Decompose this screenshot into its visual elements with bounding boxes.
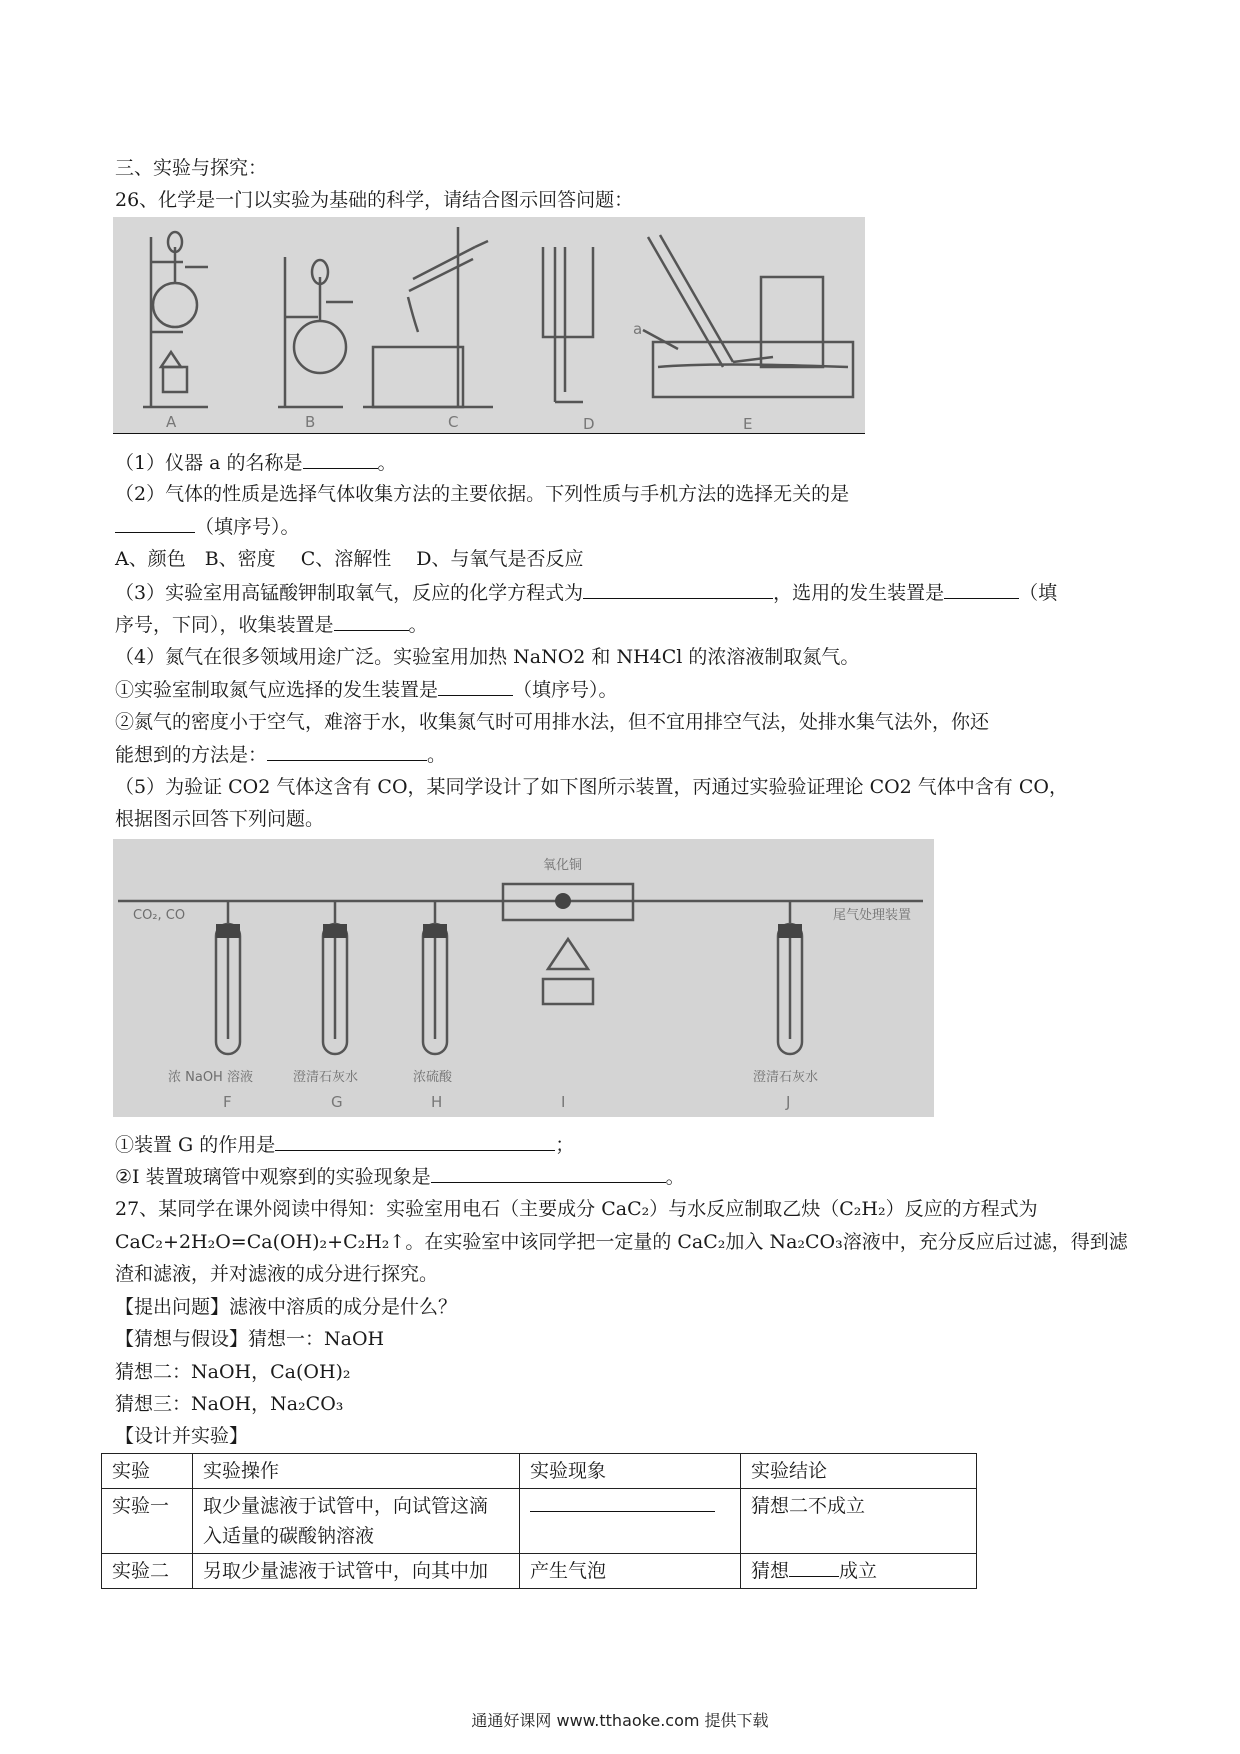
label-E: E <box>743 415 753 433</box>
answer-blank[interactable] <box>583 580 773 599</box>
label-C: C <box>448 413 459 431</box>
answer-blank[interactable] <box>303 450 378 469</box>
answer-blank[interactable] <box>267 742 427 761</box>
inlet-label: CO₂, CO <box>133 908 186 923</box>
answer-blank[interactable] <box>530 1493 715 1512</box>
answer-blank[interactable] <box>438 677 513 696</box>
reagent-G: 澄清石灰水 <box>293 1070 359 1085</box>
table-header: 实验操作 <box>193 1454 520 1489</box>
table-cell <box>520 1489 741 1554</box>
q26-part5-1: ①装置 G 的作用是 ； <box>115 1134 575 1156</box>
q26-part3: （3）实验室用高锰酸钾制取氧气，反应的化学方程式为 ，选用的发生装置是 （填 <box>115 582 1058 604</box>
apparatus-figure-1 <box>113 217 865 433</box>
label-D: D <box>583 415 595 433</box>
experiment-table <box>101 1453 977 1589</box>
q27-line3: 渣和滤液，并对滤液的成分进行探究。 <box>115 1263 439 1285</box>
q27-line1: 27、某同学在课外阅读中得知：实验室用电石（主要成分 CaC₂）与水反应制取乙炔（C₂H₂）反应的方程式为 <box>115 1198 1038 1220</box>
q26-part4-1: ①实验室制取氮气应选择的发生装置是 （填序号）。 <box>115 679 618 701</box>
q26-part5-2: ②I 装置玻璃管中观察到的实验现象是 。 <box>115 1166 685 1188</box>
table-cell: 实验一 <box>102 1489 193 1554</box>
q26-part2-fill: （填序号）。 <box>115 514 300 539</box>
table-cell: 产生气泡 <box>520 1554 741 1589</box>
table-cell: 取少量滤液于试管中，向试管这滴 入适量的碳酸钠溶液 <box>193 1489 520 1554</box>
q27-design: 【设计并实验】 <box>115 1425 249 1447</box>
table-header: 实验结论 <box>741 1454 977 1489</box>
label-G: G <box>331 1093 343 1111</box>
page-footer: 通通好课网 www.tthaoke.com 提供下载 <box>471 1711 769 1730</box>
q26-part4-2: ②氮气的密度小于空气，难溶于水，收集氮气时可用排水法，但不宜用排空气法，处排水集气法外，你还 <box>115 711 990 733</box>
answer-blank[interactable] <box>115 514 195 533</box>
q26-part3-cont: 序号，下同），收集装置是 。 <box>115 614 428 636</box>
q26-part2: （2）气体的性质是选择气体收集方法的主要依据。下列性质与手机方法的选择无关的是 <box>115 483 850 505</box>
table-header-row <box>102 1454 977 1489</box>
outlet-label: 尾气处理装置 <box>833 908 912 923</box>
answer-blank[interactable] <box>275 1132 555 1151</box>
label-A: A <box>166 413 177 431</box>
section-title: 三、实验与探究： <box>115 157 268 179</box>
q26-part2-options: A、颜色 B、密度 C、溶解性 D、与氧气是否反应 <box>115 548 584 570</box>
reagent-J: 澄清石灰水 <box>753 1070 819 1085</box>
label-F: F <box>223 1093 232 1111</box>
label-J: J <box>786 1093 791 1111</box>
label-a: a <box>633 320 643 338</box>
table-cell: 猜想二不成立 <box>741 1489 977 1554</box>
apparatus-f-to-j-drawing <box>113 839 934 1117</box>
answer-blank[interactable] <box>431 1164 666 1183</box>
q27-question: 【提出问题】滤液中溶质的成分是什么？ <box>115 1296 458 1318</box>
answer-blank[interactable] <box>789 1558 839 1577</box>
table-header: 实验 <box>102 1454 193 1489</box>
table-cell: 猜想 成立 <box>741 1554 977 1589</box>
q27-guess1: 【猜想与假设】猜想一：NaOH <box>115 1328 385 1350</box>
copper-oxide-label: 氧化铜 <box>543 858 583 873</box>
label-B: B <box>305 413 316 431</box>
q27-guess3: 猜想三：NaOH，Na₂CO₃ <box>115 1393 344 1415</box>
table-row <box>102 1489 977 1554</box>
q26-part5: （5）为验证 CO2 气体这含有 CO，某同学设计了如下图所示装置，丙通过实验验证理论 CO2 气体中含有 CO， <box>115 776 1068 798</box>
reagent-F: 浓 NaOH 溶液 <box>168 1070 253 1085</box>
answer-blank[interactable] <box>944 580 1019 599</box>
q26-part4: （4）氮气在很多领域用途广泛。实验室用加热 NaNO2 和 NH4Cl 的浓溶液制取氮气。 <box>115 646 860 668</box>
figure-1-underline <box>113 433 865 434</box>
table-cell: 另取少量滤液于试管中，向其中加 <box>193 1554 520 1589</box>
label-I: I <box>561 1093 566 1111</box>
answer-blank[interactable] <box>334 612 409 631</box>
apparatus-a-to-e-drawing <box>113 217 865 433</box>
table-cell: 实验二 <box>102 1554 193 1589</box>
q26-part5b: 根据图示回答下列问题。 <box>115 808 325 830</box>
q26-part1: （1）仪器 a 的名称是 。 <box>115 452 397 474</box>
table-header: 实验现象 <box>520 1454 741 1489</box>
q27-line2: CaC₂+2H₂O=Ca(OH)₂+C₂H₂↑。在实验室中该同学把一定量的 CaC₂加入 Na₂CO₃溶液中，充分反应后过滤，得到滤 <box>115 1231 1128 1253</box>
q27-guess2: 猜想二：NaOH，Ca(OH)₂ <box>115 1361 351 1383</box>
label-H: H <box>431 1093 443 1111</box>
table-row <box>102 1554 977 1589</box>
q26-stem: 26、化学是一门以实验为基础的科学，请结合图示回答问题： <box>115 189 634 211</box>
q26-part4-2b: 能想到的方法是： 。 <box>115 744 447 766</box>
apparatus-figure-2 <box>113 839 934 1117</box>
reagent-H: 浓硫酸 <box>413 1070 453 1085</box>
